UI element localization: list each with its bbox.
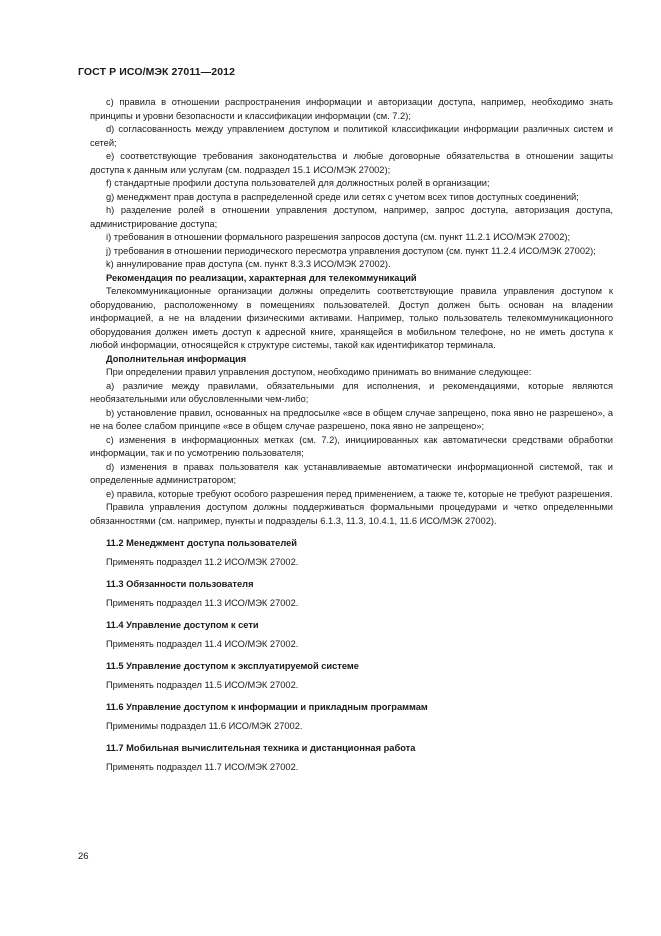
section-text: Применимы подраздел 11.6 ИСО/МЭК 27002. xyxy=(106,720,303,731)
additional-item-c: c) изменения в информационных метках (см. 7.2), инициированных как автоматически средствами обработки информации, так и по усмотрению пользователя; xyxy=(90,434,613,458)
list-item-j: j) требования в отношении периодического пересмотра управления доступом (см. пункт 11.2.4 ИСО/МЭК 27002); xyxy=(106,245,596,256)
list-item-f: f) стандартные профили доступа пользователей для должностных ролей в организации; xyxy=(106,178,490,188)
additional-item-b: b) установление правил, основанных на предпосылке «все в общем случае запрещено, пока явно не разрешено», а не на более слабом принципе «все в общем случае разрешено, пока явно не запрещено»; xyxy=(90,407,613,431)
section-title: 11.2 Менеджмент доступа пользователей xyxy=(106,538,298,548)
additional-item-a: a) различие между правилами, обязательными для исполнения, и рекомендациями, которые являются необязательными или обусловленными чем-либо; xyxy=(90,380,613,404)
section-title: 11.7 Мобильная вычислительная техника и дистанционная работа xyxy=(106,743,416,753)
section-title: 11.5 Управление доступом к эксплуатируемой системе xyxy=(106,661,359,671)
document-body xyxy=(90,96,613,774)
list-item-i: i) требования в отношении формального разрешения запросов доступа (см. пункт 11.2.1 ИСО/МЭК 27002); xyxy=(106,232,571,242)
list-item-k: k) аннулирование прав доступа (см. пункт 8.3.3 ИСО/МЭК 27002). xyxy=(106,259,391,269)
section-text: Применять подраздел 11.3 ИСО/МЭК 27002. xyxy=(106,597,299,608)
section-11-6 xyxy=(90,701,613,733)
additional-intro: При определении правил управления доступом, необходимо принимать во внимание следующее: xyxy=(106,367,532,377)
section-11-4 xyxy=(90,619,613,651)
additional-item-e: e) правила, которые требуют особого разрешения перед применением, а также те, которые не требуют разрешения. xyxy=(106,488,613,499)
section-text: Применять подраздел 11.7 ИСО/МЭК 27002. xyxy=(106,761,299,772)
section-11-5 xyxy=(90,660,613,692)
section-title: 11.3 Обязанности пользователя xyxy=(106,579,254,589)
section-title: 11.4 Управление доступом к сети xyxy=(106,620,259,630)
telecom-text: Телекоммуникационные организации должны определить соответствующие правила управления доступом к оборудованию, расположенному в помещениях пользователей. Доступ должен быть основан на владении информацией, а не на владении физическими активами. Например, только пользователь телекоммуникационного оборудования должен иметь доступ к адресной книге, хранящейся в мобильном телефоне, но не иметь доступа к любой информации, относящейся к структуре системы, такой как идентификатор терминала. xyxy=(90,286,613,350)
telecom-heading: Рекомендация по реализации, характерная для телекоммуникаций xyxy=(106,272,417,283)
list-item-d: d) согласованность между управлением доступом и политикой классификации информации различных систем и сетей; xyxy=(90,124,613,148)
section-11-7 xyxy=(90,742,613,774)
list-item-e: e) соответствующие требования законодательства и любые договорные обязательства в отношении защиты доступа к данным или услугам (см. подраздел 15.1 ИСО/МЭК 27002); xyxy=(90,151,613,175)
section-title: 11.6 Управление доступом к информации и прикладным программам xyxy=(106,702,428,712)
section-text: Применять подраздел 11.4 ИСО/МЭК 27002. xyxy=(106,638,299,649)
section-text: Применять подраздел 11.2 ИСО/МЭК 27002. xyxy=(106,556,299,567)
additional-closing: Правила управления доступом должны поддерживаться формальными процедурами и четко определенными обязанностями (см. например, пункты и подразделы 6.1.3, 11.3, 10.4.1, 11.6 ИСО/МЭК 27002). xyxy=(90,502,613,526)
list-item-h: h) разделение ролей в отношении управления доступом, например, запрос доступа, авторизация доступа, администрирование доступа; xyxy=(90,205,613,229)
section-11-2 xyxy=(90,537,613,569)
section-text: Применять подраздел 11.5 ИСО/МЭК 27002. xyxy=(106,679,299,690)
additional-heading: Дополнительная информация xyxy=(106,353,247,364)
section-11-3 xyxy=(90,578,613,610)
page-number: 26 xyxy=(78,851,89,862)
list-item-g: g) менеджмент прав доступа в распределенной среде или сетях с учетом всех типов доступных соединений; xyxy=(106,191,579,202)
additional-item-d: d) изменения в правах пользователя как устанавливаемые автоматически информационной системой, так и определенные администратором; xyxy=(90,461,613,485)
document-header: ГОСТ Р ИСО/МЭК 27011—2012 xyxy=(78,66,236,78)
list-item-c: c) правила в отношении распространения информации и авторизации доступа, например, необходимо знать принципы и уровни безопасности и классификации информации (см. 7.2); xyxy=(90,97,613,121)
